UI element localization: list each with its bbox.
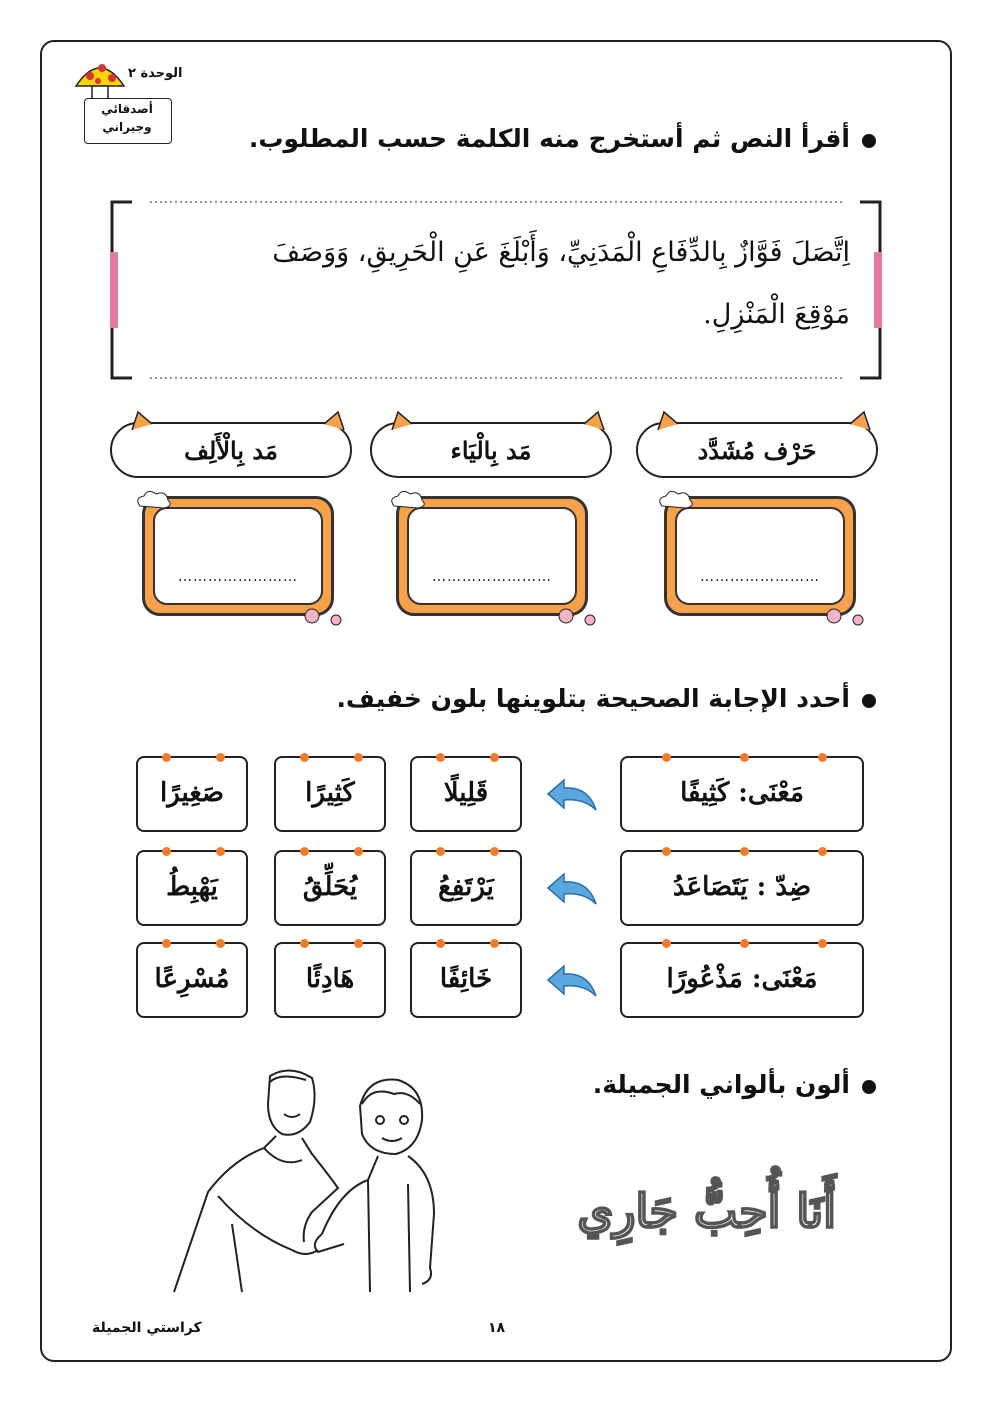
option-card[interactable]: [274, 756, 386, 832]
cloud-icon: [134, 488, 174, 510]
answer-box-shadda[interactable]: [664, 496, 856, 616]
cloud-icon: [388, 488, 428, 510]
option-card[interactable]: [410, 942, 522, 1018]
bullet-icon: [862, 1080, 876, 1094]
option-card[interactable]: [410, 850, 522, 926]
passage-text: [150, 222, 850, 346]
unit-label: الوحدة ٢: [128, 66, 183, 81]
prompt-card-2: [620, 850, 864, 926]
unit-title-line2: وجيراني: [102, 120, 152, 134]
option-text: كَثِيرًا: [305, 778, 355, 808]
answer-dots: ……………………: [432, 569, 552, 585]
option-text: يَرْتَفِعُ: [438, 872, 494, 902]
option-card[interactable]: [136, 942, 248, 1018]
cloud-icon: [656, 488, 696, 510]
prompt-card-1: [620, 756, 864, 832]
footer-book-name: كراستي الجميلة: [92, 1320, 202, 1336]
option-text: هَادِئًا: [305, 964, 355, 994]
category-pill-shadda: حَرْف مُشَدَّد: [636, 422, 878, 478]
category-pill-madd-alif: مَد بِالْأَلِف: [110, 422, 352, 478]
passage-line-1: اِتَّصَلَ فَوَّازٌ بِالدِّفَاعِ الْمَدَنِيِّ، وَأَبْلَغَ عَنِ الْحَرِيقِ، وَوَصَفَ: [272, 237, 850, 268]
option-card[interactable]: [410, 756, 522, 832]
unit-title: [86, 100, 168, 136]
prompt-text: مَعْنَى: مَذْعُورًا: [666, 964, 818, 994]
option-text: يَهْبِطُ: [166, 872, 218, 902]
section1-instruction: أقرأ النص ثم أستخرج منه الكلمة حسب المطلوب.: [248, 124, 850, 153]
option-text: مُسْرِعًا: [154, 964, 230, 994]
prompt-card-3: [620, 942, 864, 1018]
option-card[interactable]: [274, 942, 386, 1018]
arrow-left-icon: [544, 960, 600, 1000]
prompt-text: مَعْنَى: كَثِيفًا: [680, 778, 804, 808]
neighbors-illustration[interactable]: [172, 1064, 472, 1296]
unit-title-line1: أصدقائي: [101, 102, 153, 116]
answer-box-madd-alif[interactable]: [142, 496, 334, 616]
passage-line-2: مَوْقِعَ الْمَنْزِلِ.: [703, 299, 850, 330]
answer-dots: ……………………: [178, 569, 298, 585]
section2-instruction: أحدد الإجابة الصحيحة بتلوينها بلون خفيف.: [336, 684, 850, 713]
paw-icon: [554, 604, 600, 628]
paw-icon: [300, 604, 346, 628]
cat-ears-icon: [654, 410, 874, 430]
option-text: قَلِيلًا: [443, 778, 489, 808]
arrow-left-icon: [544, 774, 600, 814]
page-number: ١٨: [488, 1320, 506, 1336]
option-card[interactable]: [274, 850, 386, 926]
option-card[interactable]: [136, 756, 248, 832]
prompt-text: ضِدّ : يَتَصَاعَدُ: [672, 872, 812, 902]
arrow-left-icon: [544, 868, 600, 908]
section3-instruction: ألون بألواني الجميلة.: [592, 1070, 850, 1099]
bullet-icon: [862, 134, 876, 148]
answer-box-madd-yaa[interactable]: [396, 496, 588, 616]
bullet-icon: [862, 694, 876, 708]
option-text: صَغِيرًا: [159, 778, 225, 808]
option-text: خَائِفًا: [439, 964, 493, 994]
mushroom-icon: [72, 56, 128, 104]
cat-ears-icon: [128, 410, 348, 430]
cat-ears-icon: [388, 410, 608, 430]
coloring-text[interactable]: أَنَا أُحِبُّ جَارِي: [577, 1184, 836, 1238]
answer-dots: ……………………: [700, 569, 820, 585]
option-text: يُحَلِّقُ: [302, 872, 358, 902]
paw-icon: [822, 604, 868, 628]
category-pill-madd-yaa: مَد بِالْيَاء: [370, 422, 612, 478]
option-card[interactable]: [136, 850, 248, 926]
